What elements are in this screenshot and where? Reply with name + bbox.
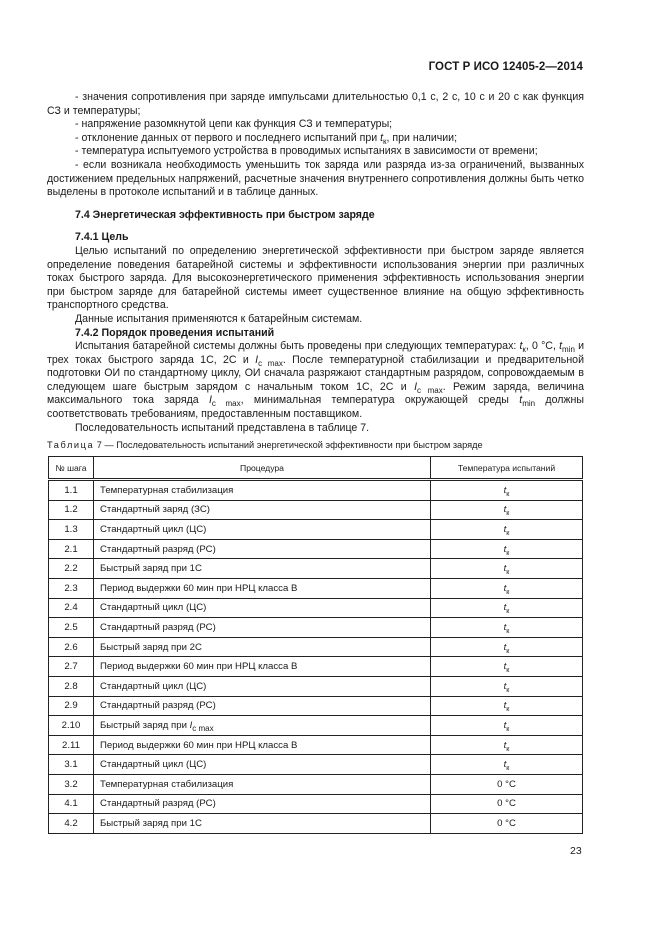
list-item: - значения сопротивления при заряде импульсами длительностью 0,1 с, 2 с, 10 с и 20 с как функция СЗ и температуры; (47, 91, 584, 117)
procedure: Стандартный разряд (РС) (94, 539, 431, 559)
procedure: Период выдержки 60 мин при НРЦ класса В (94, 657, 431, 677)
test-temperature: $t_к$ (431, 618, 583, 638)
procedure: Стандартный заряд (ЗС) (94, 500, 431, 520)
document-header-code: ГОСТ Р ИСО 12405-2—2014 (428, 61, 583, 73)
test-temperature: $t_к$ (431, 716, 583, 736)
procedure: Период выдержки 60 мин при НРЦ класса В (94, 735, 431, 755)
test-temperature: $t_к$ (431, 578, 583, 598)
table-header-row (49, 457, 583, 480)
table-row (49, 539, 583, 559)
procedure: Быстрый заряд при $I_{c max}$ (94, 716, 431, 736)
document-body (47, 91, 584, 435)
step-number: 2.3 (49, 578, 94, 598)
table-caption: Таблица 7 — Последовательность испытаний энергетической эффективности при быстром заряде (47, 440, 483, 450)
test-temperature: $t_к$ (431, 598, 583, 618)
step-number: 2.11 (49, 735, 94, 755)
step-number: 1.1 (49, 480, 94, 501)
test-temperature: $t_к$ (431, 755, 583, 775)
table-row (49, 755, 583, 775)
paragraph: Целью испытаний по определению энергетической эффективности при быстром заряде является определение поведения батарейной системы и эффективности использования энергии при различных токах быстрого заряда. Для высокоэнергетического применения эффективность использования энергии при быстром заряде для батарейной системы имеет существенное влияние на общую эффективность транспортного средства. (47, 244, 584, 312)
procedure: Быстрый заряд при 1С (94, 814, 431, 834)
step-number: 1.3 (49, 520, 94, 540)
step-number: 2.9 (49, 696, 94, 716)
table-row (49, 696, 583, 716)
test-temperature: $t_к$ (431, 520, 583, 540)
table-row (49, 637, 583, 657)
table-row (49, 578, 583, 598)
table-row (49, 735, 583, 755)
list-item: - если возникала необходимость уменьшить ток заряда или разряда из-за ограничений, вызванных достижением предельных напряжений, расчетные значения внутреннего сопротивления должны быть четко выделены в протоколе испытаний и в таблице данных. (47, 158, 584, 199)
procedure: Период выдержки 60 мин при НРЦ класса В (94, 578, 431, 598)
procedure: Температурная стабилизация (94, 480, 431, 501)
test-temperature: 0 °С (431, 774, 583, 794)
paragraph: Испытания батарейной системы должны быть проведены при следующих температурах: $t_к$, 0 °С, $t_{min}$ и трех токах быстрого заряда 1С, 2С и $I_{c max}$. После температурной стабилизации и предварительной подготовки ОИ по стандартному циклу, ОИ сначала разряжают стандартным разрядом, сопровождаемым в следующем шаге быстрым зарядом с начальным током 1С, 2С и $I_{c max}$. Режим заряда, величина максимального тока заряда $I_{c max}$, минимальная температура окружающей среды $t_{min}$ должны соответствовать требованиям, предоставленным поставщиком. (47, 340, 584, 421)
step-number: 2.8 (49, 676, 94, 696)
table-row (49, 814, 583, 834)
paragraph: Последовательность испытаний представлена в таблице 7. (75, 421, 370, 434)
table-row (49, 559, 583, 579)
column-header-temperature: Температура испытаний (431, 457, 583, 480)
step-number: 3.1 (49, 755, 94, 775)
test-temperature: 0 °С (431, 794, 583, 814)
table-row (49, 480, 583, 501)
procedure: Стандартный цикл (ЦС) (94, 520, 431, 540)
paragraph: Данные испытания применяются к батарейным системам. (75, 312, 363, 325)
list-item: - температура испытуемого устройства в проводимых испытаниях в зависимости от времени; (75, 145, 538, 158)
test-sequence-table (48, 456, 583, 834)
step-number: 2.5 (49, 618, 94, 638)
procedure: Стандартный разряд (РС) (94, 794, 431, 814)
table-row (49, 657, 583, 677)
test-temperature: $t_к$ (431, 696, 583, 716)
table-row (49, 774, 583, 794)
table-row (49, 676, 583, 696)
step-number: 4.2 (49, 814, 94, 834)
procedure: Быстрый заряд при 2С (94, 637, 431, 657)
procedure: Стандартный разряд (РС) (94, 696, 431, 716)
test-temperature: $t_к$ (431, 657, 583, 677)
step-number: 2.1 (49, 539, 94, 559)
page-number: 23 (570, 845, 582, 857)
step-number: 1.2 (49, 500, 94, 520)
test-temperature: $t_к$ (431, 637, 583, 657)
procedure: Температурная стабилизация (94, 774, 431, 794)
section-title-7-4: 7.4 Энергетическая эффективность при быстром заряде (75, 208, 375, 221)
table-row (49, 500, 583, 520)
step-number: 2.4 (49, 598, 94, 618)
column-header-step: № шага (49, 457, 94, 480)
step-number: 2.2 (49, 559, 94, 579)
procedure: Стандартный разряд (РС) (94, 618, 431, 638)
procedure: Стандартный цикл (ЦС) (94, 598, 431, 618)
list-item: - напряжение разомкнутой цепи как функция СЗ и температуры; (75, 118, 393, 131)
table-row (49, 716, 583, 736)
test-temperature: 0 °С (431, 814, 583, 834)
table-row (49, 598, 583, 618)
list-item: - отклонение данных от первого и последнего испытаний при $t_к$, при наличии; (75, 131, 458, 146)
test-temperature: $t_к$ (431, 539, 583, 559)
table-row (49, 520, 583, 540)
section-title-7-4-2: 7.4.2 Порядок проведения испытаний (75, 326, 275, 339)
test-temperature: $t_к$ (431, 676, 583, 696)
procedure: Быстрый заряд при 1С (94, 559, 431, 579)
procedure: Стандартный цикл (ЦС) (94, 755, 431, 775)
step-number: 2.7 (49, 657, 94, 677)
step-number: 2.6 (49, 637, 94, 657)
step-number: 2.10 (49, 716, 94, 736)
table-row (49, 618, 583, 638)
test-temperature: $t_к$ (431, 480, 583, 501)
column-header-procedure: Процедура (94, 457, 431, 480)
step-number: 4.1 (49, 794, 94, 814)
procedure: Стандартный цикл (ЦС) (94, 676, 431, 696)
test-temperature: $t_к$ (431, 500, 583, 520)
results-list (47, 91, 584, 200)
test-temperature: $t_к$ (431, 559, 583, 579)
step-number: 3.2 (49, 774, 94, 794)
section-title-7-4-1: 7.4.1 Цель (75, 231, 129, 244)
test-temperature: $t_к$ (431, 735, 583, 755)
table-row (49, 794, 583, 814)
